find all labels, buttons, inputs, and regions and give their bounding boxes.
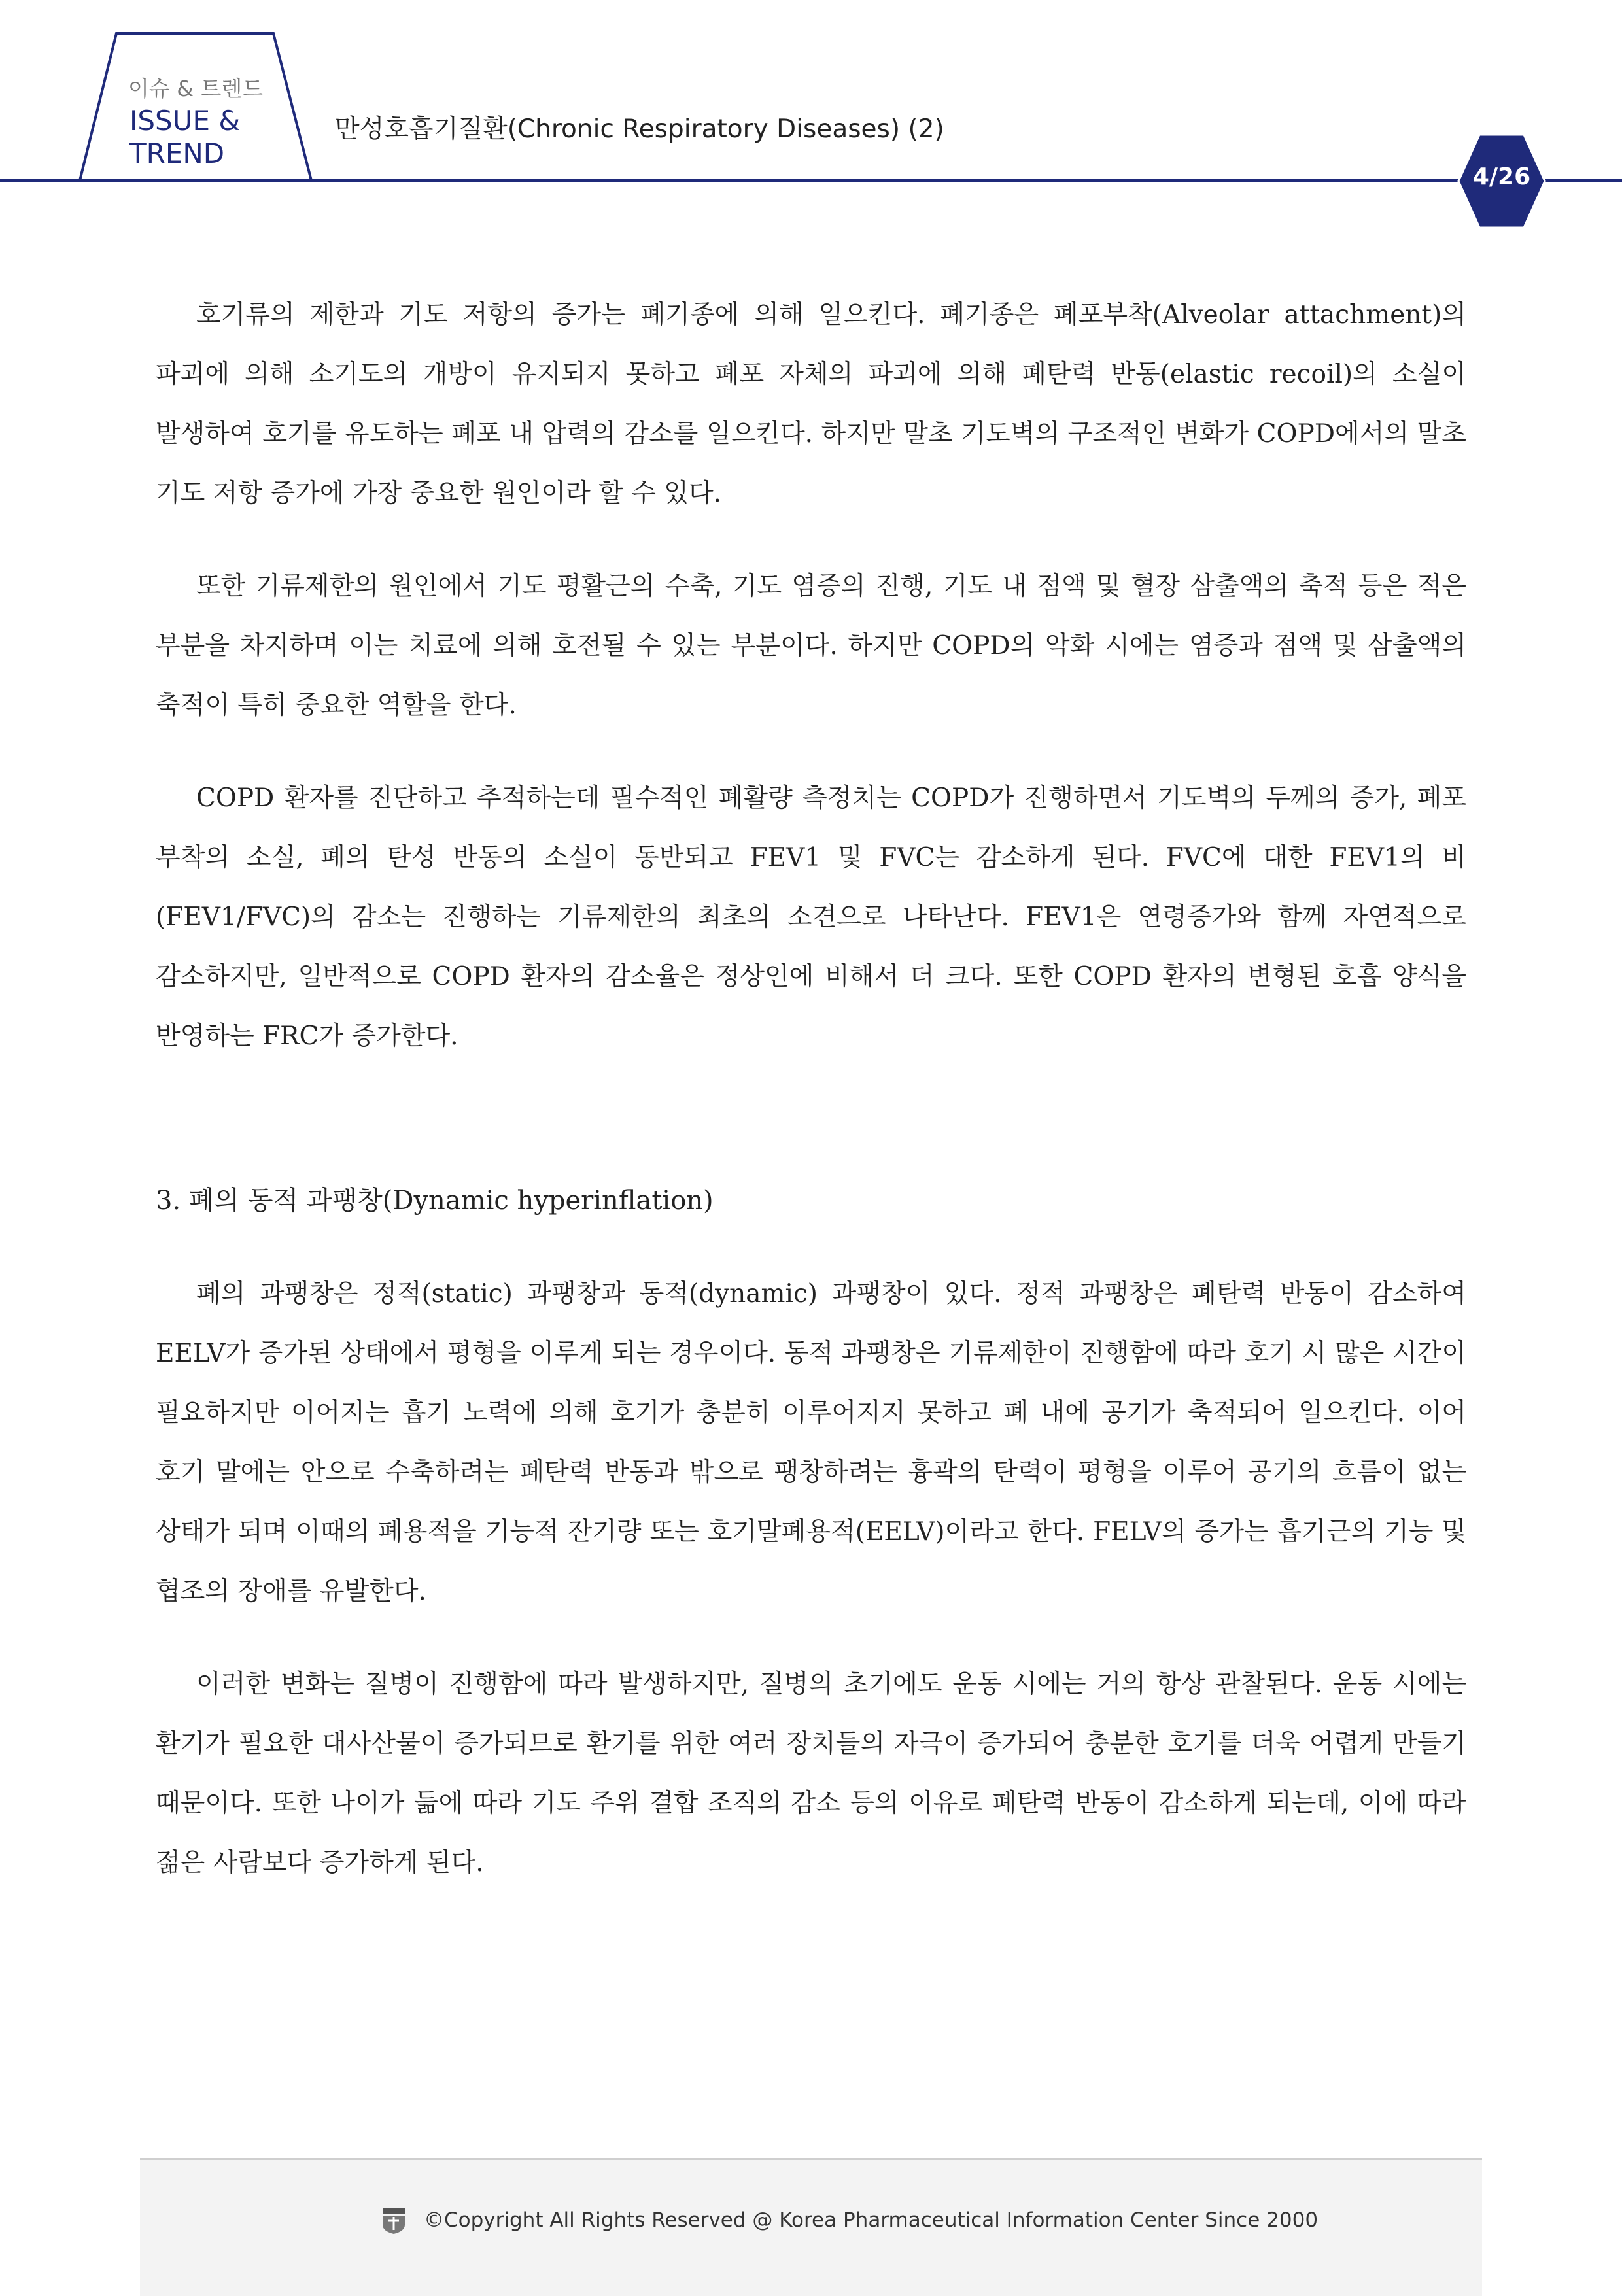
section-heading: 3. 폐의 동적 과팽창(Dynamic hyperinflation) [156, 1186, 714, 1216]
logo-line-trend: TREND [129, 137, 225, 169]
page-number: 4/26 [1472, 163, 1531, 190]
footer-copyright: ©Copyright All Rights Reserved @ Korea Pharmaceutical Information Center Since 2000 [424, 2208, 1319, 2232]
logo-korean-text: 이슈 & 트렌드 [128, 76, 264, 101]
paragraph-3: COPD 환자를 진단하고 추적하는데 필수적인 폐활량 측정치는 COPD가 진행하면서 기도벽의 두께의 증가, 폐포 부착의 소실, 폐의 탄성 반동의 소실이 동반되고 FEV1 및 FVC는 감소하게 된다. FVC에 대한 FEV1의 비(FEV1/FVC)의 감소는 진행하는 기류제한의 최초의 소견으로 나타난다. FEV1은 연령증가와 함께 자연적으로 감소하지만, 일반적으로 COPD 환자의 감소율은 정상인에 비해서 더 크다. 또한 COPD 환자의 변형된 호흡 양식을 반영하는 FRC가 증가한다. [156, 783, 1466, 1051]
logo-line-issue: ISSUE & [129, 105, 241, 137]
document-title: 만성호흡기질환(Chronic Respiratory Diseases) (2) [335, 114, 944, 144]
kpic-emblem-icon [381, 2206, 407, 2235]
section-spacer [156, 1099, 1466, 1171]
document-body [156, 285, 1466, 1926]
paragraph-4: 폐의 과팽창은 정적(static) 과팽창과 동적(dynamic) 과팽창이 있다. 정적 과팽창은 폐탄력 반동이 감소하여 EELV가 증가된 상태에서 평형을 이루게 되는 경우이다. 동적 과팽창은 기류제한이 진행함에 따라 호기 시 많은 시간이 필요하지만 이어지는 흡기 노력에 의해 호기가 충분히 이루어지지 못하고 폐 내에 공기가 축적되어 일으킨다. 이어 호기 말에는 안으로 수축하려는 폐탄력 반동과 밖으로 팽창하려는 흉곽의 탄력이 평형을 이루어 공기의 흐름이 없는 상태가 되며 이때의 폐용적을 기능적 잔기량 또는 호기말폐용적(EELV)이라고 한다. FELV의 증가는 흡기근의 기능 및 협조의 장애를 유발한다. [156, 1279, 1466, 1606]
paragraph-1: 호기류의 제한과 기도 저항의 증가는 폐기종에 의해 일으킨다. 폐기종은 폐포부착(Alveolar attachment)의 파괴에 의해 소기도의 개방이 유지되지 못하고 폐포 자체의 파괴에 의해 폐탄력 반동(elastic recoil)의 소실이 발생하여 호기를 유도하는 폐포 내 압력의 감소를 일으킨다. 하지만 말초 기도벽의 구조적인 변화가 COPD에서의 말초 기도 저항 증가에 가장 중요한 원인이라 할 수 있다. [156, 300, 1466, 508]
paragraph-5: 이러한 변화는 질병이 진행함에 따라 발생하지만, 질병의 초기에도 운동 시에는 거의 항상 관찰된다. 운동 시에는 환기가 필요한 대사산물이 증가되므로 환기를 위한 여러 장치들의 자극이 증가되어 충분한 호기를 더욱 어렵게 만들기 때문이다. 또한 나이가 듦에 따라 기도 주위 결합 조직의 감소 등의 이유로 폐탄력 반동이 감소하게 되는데, 이에 따라 젊은 사람보다 증가하게 된다. [156, 1670, 1466, 1877]
logo-english-text [129, 105, 240, 170]
paragraph-2: 또한 기류제한의 원인에서 기도 평활근의 수축, 기도 염증의 진행, 기도 내 점액 및 혈장 삼출액의 축적 등은 적은 부분을 차지하며 이는 치료에 의해 호전될 수 있는 부분이다. 하지만 COPD의 악화 시에는 염증과 점액 및 삼출액의 축적이 특히 중요한 역할을 한다. [156, 572, 1466, 720]
